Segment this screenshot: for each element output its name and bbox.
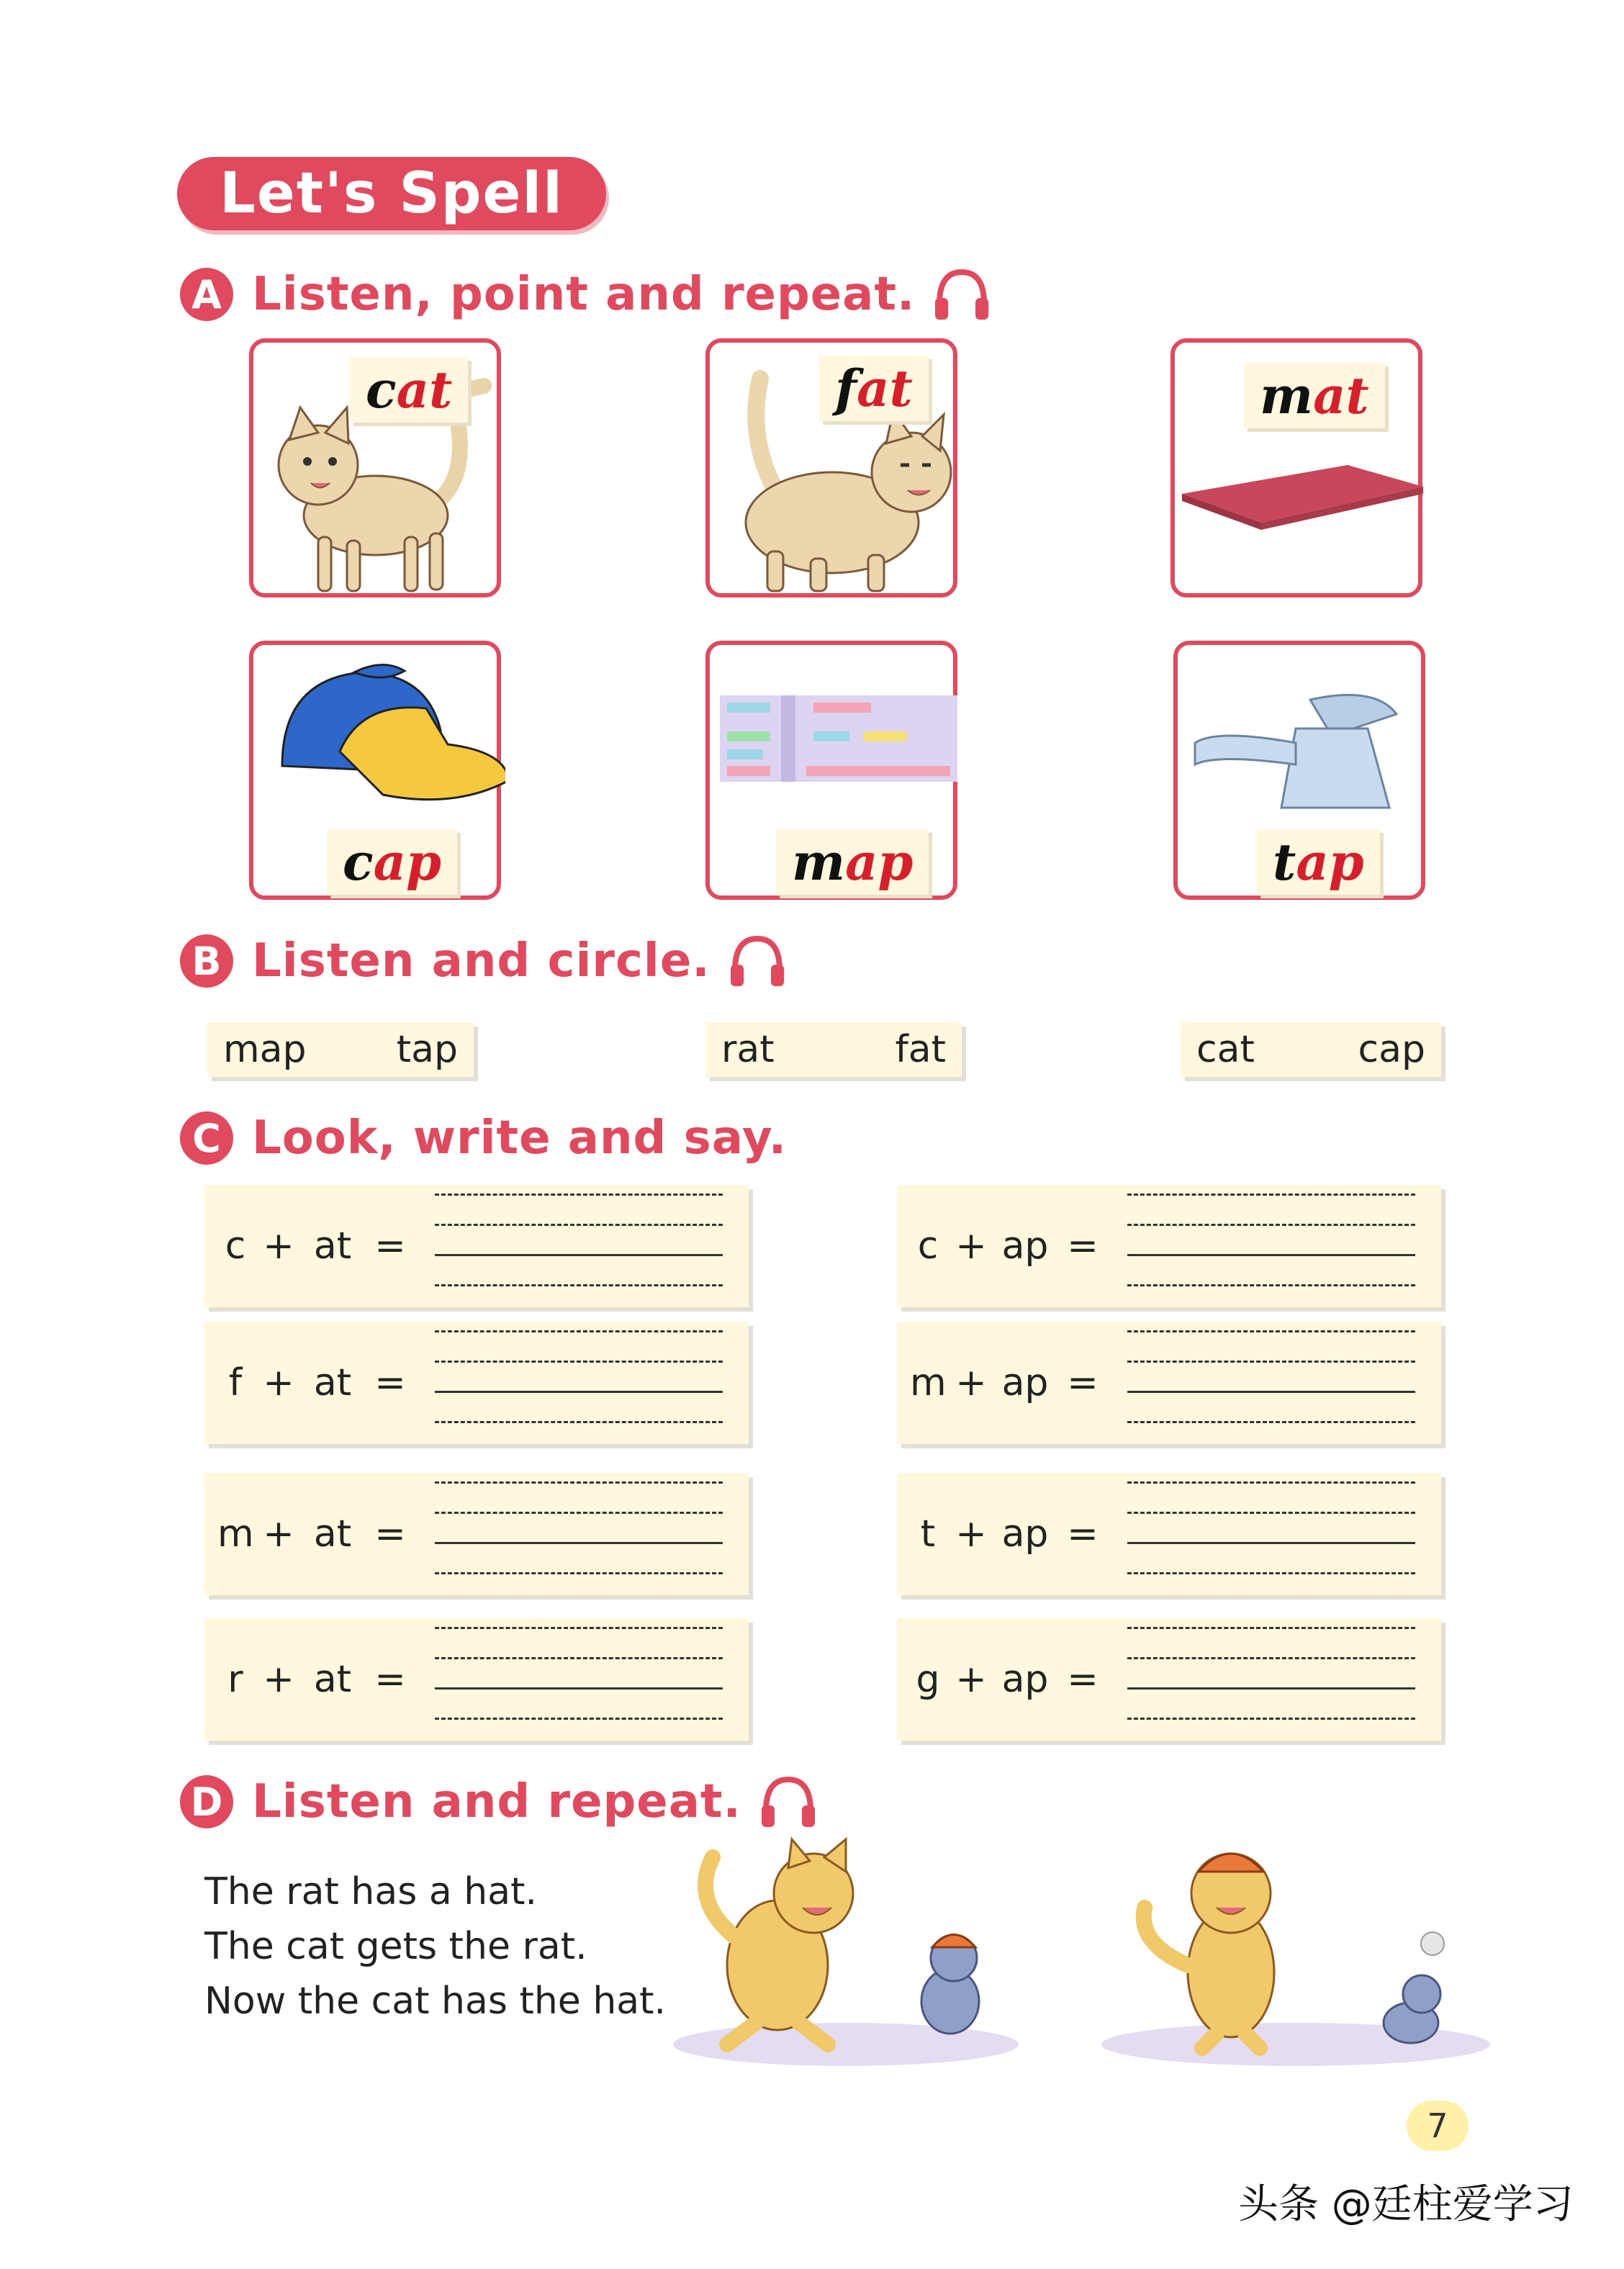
circle-option[interactable]: rat xyxy=(721,1028,775,1071)
circle-option[interactable]: cap xyxy=(1358,1028,1425,1071)
write-row: m + at = xyxy=(204,1473,749,1595)
word-label-cap: cap xyxy=(327,829,457,895)
map-icon xyxy=(720,695,957,782)
headphones-icon[interactable] xyxy=(931,263,993,325)
writing-lines[interactable] xyxy=(435,1194,723,1302)
write-row: m + ap = xyxy=(897,1322,1441,1444)
writing-lines[interactable] xyxy=(435,1627,723,1735)
word-label-cat: cat xyxy=(350,357,468,423)
picture-card-map[interactable] xyxy=(705,641,957,900)
circle-pair-1 xyxy=(207,1022,474,1077)
section-b-badge: B xyxy=(180,934,233,988)
section-d-instruction: Listen and repeat. xyxy=(252,1775,741,1828)
page-title: Let's Spell xyxy=(177,157,606,230)
circle-pair-3 xyxy=(1181,1022,1441,1077)
chant-line: Now the cat has the hat. xyxy=(204,1980,667,2023)
write-row: t + ap = xyxy=(897,1473,1441,1595)
writing-lines[interactable] xyxy=(435,1481,723,1589)
section-b-header xyxy=(180,930,788,992)
circle-pair-2 xyxy=(705,1022,962,1077)
headphones-icon[interactable] xyxy=(757,1771,819,1833)
picture-card-tap[interactable] xyxy=(1173,641,1425,900)
picture-card-fat[interactable] xyxy=(705,338,957,597)
writing-lines[interactable] xyxy=(1127,1194,1415,1302)
section-b-instruction: Listen and circle. xyxy=(252,934,710,988)
section-d-header xyxy=(180,1771,819,1833)
circle-option[interactable]: cat xyxy=(1196,1028,1255,1071)
page-number: 7 xyxy=(1407,2101,1469,2151)
write-row: c + ap = xyxy=(897,1185,1441,1307)
tap-icon xyxy=(1188,671,1418,815)
section-c-badge: C xyxy=(180,1111,233,1165)
picture-card-mat[interactable] xyxy=(1170,338,1422,597)
section-d-badge: D xyxy=(180,1775,233,1828)
writing-lines[interactable] xyxy=(1127,1330,1415,1438)
circle-option[interactable]: tap xyxy=(396,1028,458,1071)
writing-lines[interactable] xyxy=(1127,1627,1415,1735)
cat-chasing-rat-icon xyxy=(669,1828,1022,2066)
write-row: c + at = xyxy=(204,1185,749,1307)
section-c-header xyxy=(180,1111,787,1165)
word-label-tap: tap xyxy=(1257,829,1380,895)
circle-option[interactable]: map xyxy=(223,1028,307,1071)
section-a-header xyxy=(180,263,993,325)
chant-text xyxy=(204,1864,666,2029)
write-row: r + at = xyxy=(204,1618,749,1741)
cat-with-hat-icon xyxy=(1094,1828,1497,2066)
cap-icon xyxy=(275,651,505,816)
watermark-text: 头条 @廷柱爱学习 xyxy=(1238,2181,1574,2228)
picture-card-cat[interactable] xyxy=(249,338,501,597)
chant-line: The rat has a hat. xyxy=(204,1870,537,1913)
writing-lines[interactable] xyxy=(1127,1481,1415,1589)
section-a-instruction: Listen, point and repeat. xyxy=(252,268,916,321)
word-label-fat: fat xyxy=(819,356,929,421)
writing-lines[interactable] xyxy=(435,1330,723,1438)
word-label-map: map xyxy=(776,829,929,895)
chant-line: The cat gets the rat. xyxy=(204,1925,587,1968)
word-label-mat: mat xyxy=(1244,363,1385,428)
section-c-instruction: Look, write and say. xyxy=(252,1111,788,1165)
picture-card-cap[interactable] xyxy=(249,641,501,900)
write-row: f + at = xyxy=(204,1322,749,1444)
headphones-icon[interactable] xyxy=(726,930,788,992)
write-row: g + ap = xyxy=(897,1618,1441,1741)
section-a-badge: A xyxy=(180,268,233,321)
mat-icon xyxy=(1175,458,1427,544)
circle-option[interactable]: fat xyxy=(895,1028,946,1071)
